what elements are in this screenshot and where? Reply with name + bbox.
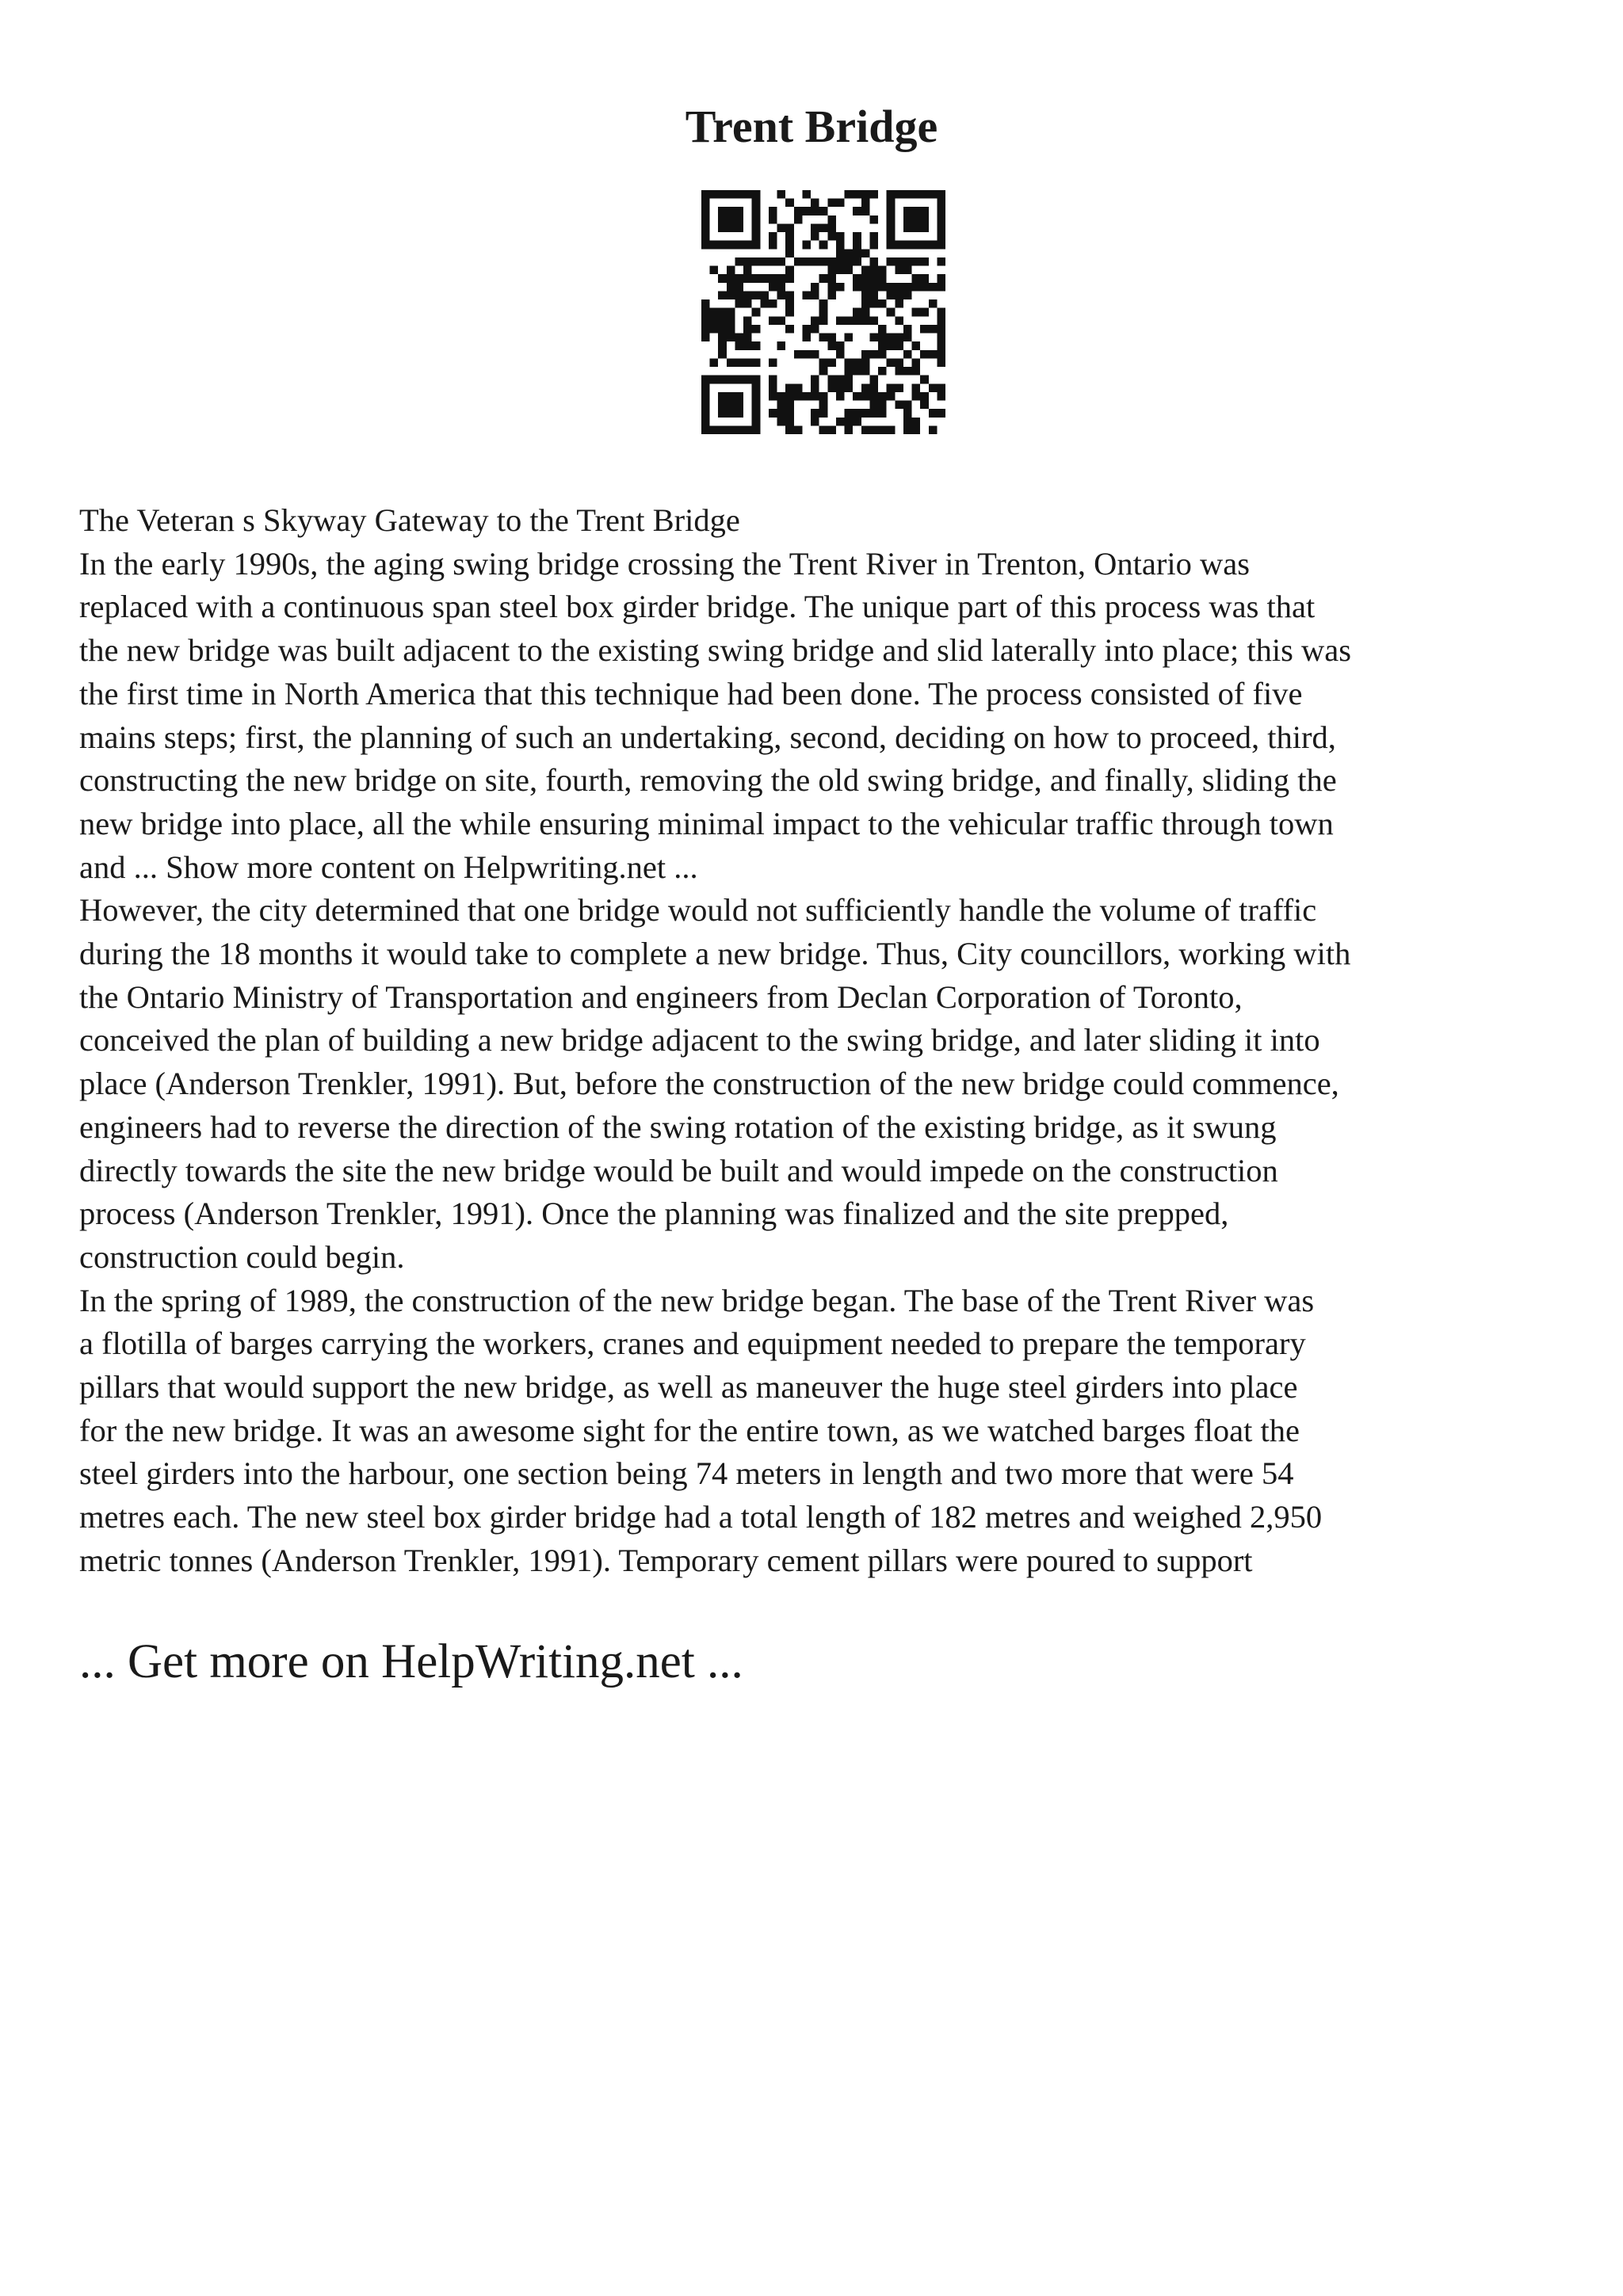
- paragraph: In the spring of 1989, the construction of the new bridge began. The base of the Trent River was a flotilla of barges carrying the workers, cranes and equipment needed to prepare the temporary pillars that would support the new bridge, as well as maneuver the huge steel girders into place for the new bridge. It was an awesome sight for the entire town, as we watched barges float the steel girders into the harbour, one section being 74 meters in length and two more that were 54 metres each. The new steel box girder bridge had a total length of 182 metres and weighed 2,950 metric tonnes (Anderson Trenkler, 1991). Temporary cement pillars were poured to support: [79, 1282, 1323, 1578]
- paragraph: The Veteran s Skyway Gateway to the Trent Bridge In the early 1990s, the aging swing bridge crossing the Trent River in Trenton, Ontario was replaced with a continuous span steel box girder bridge. The unique part of this process was that the new bridge was built adjacent to the existing swing bridge and slid laterally into place; this was the first time in North America that this technique had been done. The process consisted of five mains steps; first, the planning of such an undertaking, second, deciding on how to proceed, third, constructing the new bridge on site, fourth, removing the old swing bridge, and finally, sliding the new bridge into place, all the while ensuring minimal impact to the vehicular traffic through town and ... Show more content on Helpwriting.net ...: [79, 502, 1351, 885]
- get-more-link[interactable]: ... Get more on HelpWriting.net ...: [79, 1635, 743, 1688]
- qr-code-icon: [701, 190, 945, 434]
- page-title: Trent Bridge: [685, 101, 938, 152]
- article-body: [79, 499, 1561, 1583]
- paragraph: However, the city determined that one bridge would not sufficiently handle the volume of traffic during the 18 months it would take to complete a new bridge. Thus, City councillors, working with the Ontario Ministry of Transportation and engineers from Declan Corporation of Toronto, conceived the plan of building a new bridge adjacent to the swing bridge, and later sliding it into place (Anderson Trenkler, 1991). But, before the construction of the new bridge could commence, engineers had to reverse the direction of the swing rotation of the existing bridge, as it swung directly towards the site the new bridge would be built and would impede on the construction process (Anderson Trenkler, 1991). Once the planning was finalized and the site prepped, construction could begin.: [79, 892, 1351, 1275]
